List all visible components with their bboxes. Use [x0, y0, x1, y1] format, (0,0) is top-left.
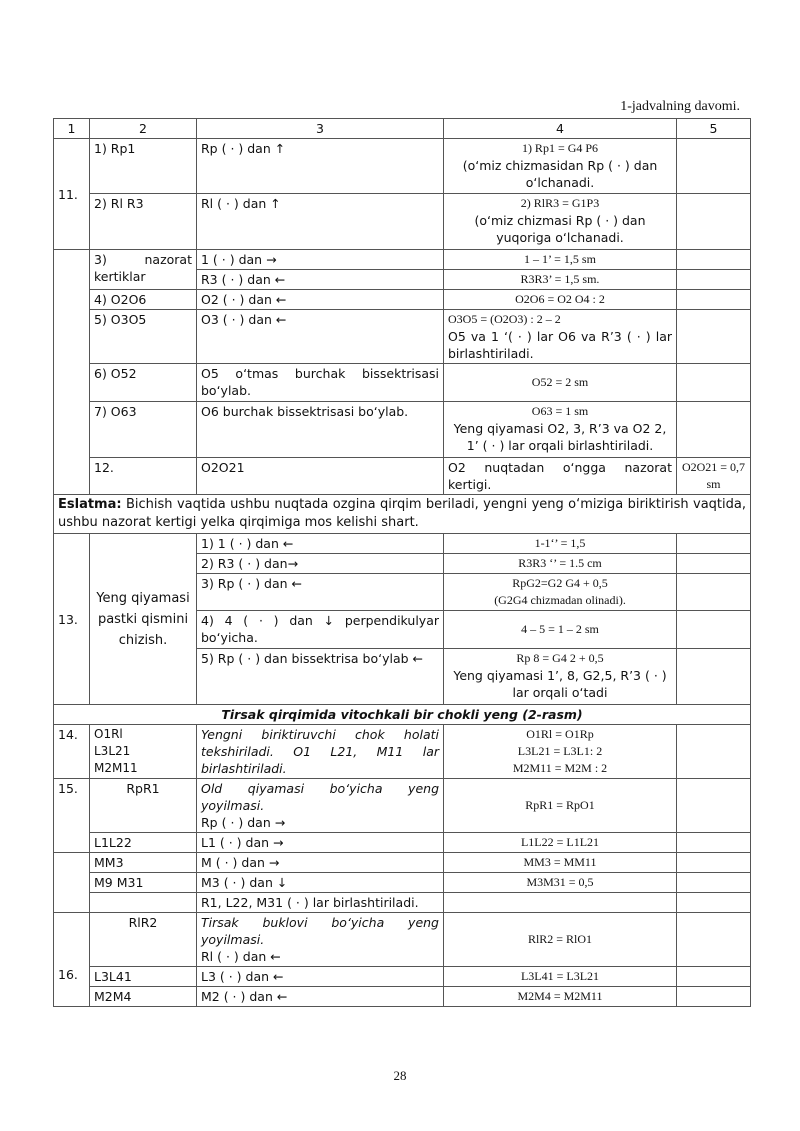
table-row: [54, 987, 751, 1007]
cell-direction: M3 ( · ) dan ↓: [197, 873, 444, 893]
cell-direction: Yengni biriktiruvchi chok holati tekshiriladi. O1 L21, M11 lar birlashtiriladi.: [197, 725, 444, 779]
table-row: [54, 873, 751, 893]
step-line: L3L21: [94, 744, 131, 758]
cell-value: [677, 270, 751, 290]
cell-value: [677, 402, 751, 458]
table-row: [54, 779, 751, 833]
cell-value: [677, 139, 751, 194]
cell-direction: 4) 4 ( · ) dan ↓ perpendikulyar bo‘yicha.: [197, 611, 444, 649]
formula-text: Rp 8 = G4 2 + 0,5: [516, 651, 604, 665]
formula-note: O5 va 1 ‘( · ) lar O6 va R’3 ( · ) lar birlashtiriladi.: [448, 329, 672, 361]
cell-formula: [444, 725, 677, 779]
cell-formula: M2M4 = M2M11: [444, 987, 677, 1007]
formula-line: L3L21 = L3L1: 2: [517, 744, 603, 758]
table-continuation-caption: 1-jadvalning davomi.: [620, 99, 740, 114]
cell-step: 1) Rp1: [90, 139, 197, 194]
cell-formula: MM3 = MM11: [444, 853, 677, 873]
cell-value: [677, 649, 751, 705]
cell-formula: O2O6 = O2 O4 : 2: [444, 290, 677, 310]
cell-direction: 1) 1 ( · ) dan ←: [197, 534, 444, 554]
cell-direction: M2 ( · ) dan ←: [197, 987, 444, 1007]
cell-direction: R1, L22, M31 ( · ) lar birlashtiriladi.: [197, 893, 444, 913]
step-line: O1Rl: [94, 727, 123, 741]
table-row: [54, 139, 751, 194]
cell-step: [90, 893, 197, 913]
cell-formula: O52 = 2 sm: [444, 364, 677, 402]
cell-value: [677, 554, 751, 574]
table-row: [54, 310, 751, 364]
cell-direction: [197, 913, 444, 967]
cell-value: [677, 779, 751, 833]
row-number: [54, 853, 90, 913]
formula-note: Yeng qiyamasi 1’, 8, G2,5, R’3 ( · ) lar orqali o‘tadi: [453, 668, 667, 700]
cell-step: [90, 725, 197, 779]
header-col-1: 1: [54, 119, 90, 139]
cell-formula: [444, 649, 677, 705]
cell-step: 2) Rl R3: [90, 194, 197, 250]
cell-step: 3) nazorat kertiklar: [90, 250, 197, 290]
note-label: Eslatma:: [58, 497, 122, 512]
cell-formula: L1L22 = L1L21: [444, 833, 677, 853]
cell-step: 5) O3O5: [90, 310, 197, 364]
direction-note: Rl ( · ) dan ←: [201, 949, 281, 964]
cell-direction: R3 ( · ) dan ←: [197, 270, 444, 290]
table-row: [54, 194, 751, 250]
cell-formula: R3R3 ‘’ = 1.5 cm: [444, 554, 677, 574]
cell-direction: M ( · ) dan →: [197, 853, 444, 873]
cell-value: [677, 611, 751, 649]
cell-step: RpR1: [90, 779, 197, 833]
cell-step: RlR2: [90, 913, 197, 967]
table-row: [54, 967, 751, 987]
cell-direction: O5 o‘tmas burchak bissektrisasi bo‘ylab.: [197, 364, 444, 402]
cell-direction: Rl ( · ) dan ↑: [197, 194, 444, 250]
table-row: [54, 364, 751, 402]
cell-formula: RpR1 = RpO1: [444, 779, 677, 833]
table-row: [54, 913, 751, 967]
cell-direction: O6 burchak bissektrisasi bo‘ylab.: [197, 402, 444, 458]
cell-value: [677, 574, 751, 611]
row-number: 16.: [54, 913, 90, 1007]
header-col-2: 2: [90, 119, 197, 139]
cell-formula: O2O21 = 0,7 sm: [677, 458, 751, 495]
cell-value: [677, 364, 751, 402]
cell-direction: O2 nuqtadan o‘ngga nazorat kertigi.: [444, 458, 677, 495]
header-col-4: 4: [444, 119, 677, 139]
direction-note: Rp ( · ) dan →: [201, 815, 286, 830]
formula-text: O3O5 = (O2O3) : 2 – 2: [448, 312, 561, 326]
formula-note: Yeng qiyamasi O2, 3, R’3 va O2 2, 1’ ( · ) lar orqali birlashtiriladi.: [453, 421, 667, 453]
cell-step: Yeng qiyamasi pastki qismini chizish.: [90, 534, 197, 705]
cell-step: 7) O63: [90, 402, 197, 458]
cell-value: [677, 194, 751, 250]
cell-formula: M3M31 = 0,5: [444, 873, 677, 893]
row-number: 11.: [54, 139, 90, 250]
formula-line: M2M11 = M2M : 2: [512, 761, 608, 775]
cell-direction: 5) Rp ( · ) dan bissektrisa bo‘ylab ←: [197, 649, 444, 705]
formula-text: 2) RlR3 = G1P3: [520, 196, 600, 210]
cell-formula: 4 – 5 = 1 – 2 sm: [444, 611, 677, 649]
cell-formula: [444, 574, 677, 611]
cell-step: M2M4: [90, 987, 197, 1007]
formula-line: O1Rl = O1Rp: [526, 727, 594, 741]
note-text: Bichish vaqtida ushbu nuqtada ozgina qirqim beriladi, yengni yeng o‘miziga biriktirish vaqtida, ushbu nazorat kertigi yelka qirqimiga mos kelishi shart.: [58, 497, 746, 530]
section-title: Tirsak qirqimida vitochkali bir chokli yeng (2-rasm): [54, 705, 751, 725]
cell-formula: [444, 194, 677, 250]
formula-text: RpG2=G2 G4 + 0,5: [512, 576, 608, 590]
cell-direction: Rp ( · ) dan ↑: [197, 139, 444, 194]
cell-direction: L1 ( · ) dan →: [197, 833, 444, 853]
header-col-5: 5: [677, 119, 751, 139]
cell-value: [677, 534, 751, 554]
formula-note: (o‘miz chizmasidan Rp ( · ) dan o‘lchanadi.: [462, 158, 658, 190]
table-row: [54, 458, 751, 495]
cell-formula: [444, 310, 677, 364]
cell-formula: [444, 402, 677, 458]
table-row: [54, 290, 751, 310]
step-line: M2M11: [94, 761, 138, 775]
cell-direction: L3 ( · ) dan ←: [197, 967, 444, 987]
table-row: [54, 833, 751, 853]
formula-note: (G2G4 chizmadan olinadi).: [494, 593, 626, 607]
cell-formula: L3L41 = L3L21: [444, 967, 677, 987]
cell-step: O2O21: [197, 458, 444, 495]
direction-text: Old qiyamasi bo‘yicha yeng yoyilmasi.: [201, 781, 439, 813]
cell-direction: 2) R3 ( · ) dan→: [197, 554, 444, 574]
formula-note: (o‘miz chizmasi Rp ( · ) dan yuqoriga o‘lchanadi.: [474, 213, 646, 245]
cell-value: [677, 913, 751, 967]
cell-direction: 3) Rp ( · ) dan ←: [197, 574, 444, 611]
table-row: [54, 725, 751, 779]
formula-text: 1) Rp1 = G4 P6: [521, 141, 599, 155]
section-row: [54, 705, 751, 725]
row-number: [54, 250, 90, 495]
cell-formula: RlR2 = RlO1: [444, 913, 677, 967]
cell-value: [677, 893, 751, 913]
row-number: 15.: [54, 779, 90, 853]
cell-formula: R3R3’ = 1,5 sm.: [444, 270, 677, 290]
cell-step: MM3: [90, 853, 197, 873]
cell-value: [677, 250, 751, 270]
cell-value: [677, 833, 751, 853]
cell-direction: O2 ( · ) dan ←: [197, 290, 444, 310]
table-row: [54, 853, 751, 873]
table-row: [54, 250, 751, 270]
row-number: 13.: [54, 534, 90, 705]
table-header-row: [54, 119, 751, 139]
cell-step: 4) O2O6: [90, 290, 197, 310]
cell-step: 6) O52: [90, 364, 197, 402]
cell-formula: [444, 139, 677, 194]
cell-value: [677, 310, 751, 364]
table-row: [54, 534, 751, 554]
cell-direction: 1 ( · ) dan →: [197, 250, 444, 270]
header-col-3: 3: [197, 119, 444, 139]
cell-direction: O3 ( · ) dan ←: [197, 310, 444, 364]
cell-formula: [444, 893, 677, 913]
formula-text: O63 = 1 sm: [531, 404, 589, 418]
construction-table: [53, 118, 751, 1007]
cell-value: [677, 967, 751, 987]
note-row: [54, 495, 751, 534]
table-row: [54, 402, 751, 458]
cell-value: [677, 725, 751, 779]
cell-value: [677, 853, 751, 873]
cell-value: [677, 290, 751, 310]
cell-value: [677, 873, 751, 893]
direction-text: Tirsak buklovi bo‘yicha yeng yoyilmasi.: [201, 915, 439, 947]
note-cell: [54, 495, 751, 534]
table-row: [54, 893, 751, 913]
cell-step: L3L41: [90, 967, 197, 987]
cell-step: M9 M31: [90, 873, 197, 893]
cell-formula: 1 – 1’ = 1,5 sm: [444, 250, 677, 270]
row-number: 14.: [54, 725, 90, 779]
row-number: 12.: [90, 458, 197, 495]
cell-formula: 1-1‘’ = 1,5: [444, 534, 677, 554]
page-number: 28: [393, 1068, 407, 1083]
cell-direction: [197, 779, 444, 833]
cell-value: [677, 987, 751, 1007]
cell-step: L1L22: [90, 833, 197, 853]
